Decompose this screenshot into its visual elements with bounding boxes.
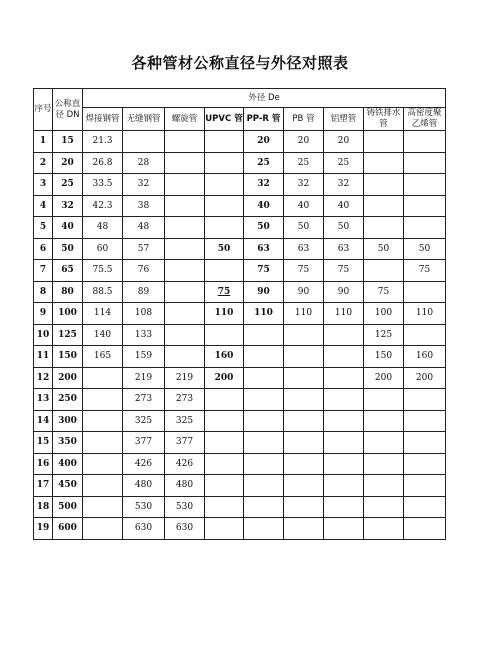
row-number: 11 bbox=[34, 346, 53, 368]
page-title: 各种管材公称直径与外径对照表 bbox=[131, 54, 349, 72]
outer-diameter-cell bbox=[165, 195, 205, 217]
outer-diameter-cell: 150 bbox=[364, 346, 404, 368]
row-number: 19 bbox=[34, 518, 53, 540]
nominal-diameter-cell: 80 bbox=[53, 281, 83, 303]
outer-diameter-cell: 26.8 bbox=[83, 152, 123, 174]
outer-diameter-cell bbox=[83, 475, 123, 497]
table-row bbox=[34, 324, 446, 346]
outer-diameter-cell: 159 bbox=[123, 346, 165, 368]
table-row bbox=[34, 217, 446, 239]
outer-diameter-cell bbox=[404, 281, 446, 303]
outer-diameter-cell: 75 bbox=[324, 260, 364, 282]
outer-diameter-cell: 60 bbox=[83, 238, 123, 260]
outer-diameter-cell bbox=[205, 453, 244, 475]
outer-diameter-cell: 219 bbox=[165, 367, 205, 389]
outer-diameter-cell: 57 bbox=[123, 238, 165, 260]
table-row bbox=[34, 174, 446, 196]
outer-diameter-cell bbox=[284, 475, 324, 497]
outer-diameter-cell: 63 bbox=[244, 238, 284, 260]
nominal-diameter-cell: 100 bbox=[53, 303, 83, 325]
outer-diameter-cell: 20 bbox=[324, 131, 364, 153]
table-row bbox=[34, 453, 446, 475]
outer-diameter-cell: 90 bbox=[244, 281, 284, 303]
outer-diameter-cell: 40 bbox=[324, 195, 364, 217]
outer-diameter-cell: 25 bbox=[244, 152, 284, 174]
nominal-diameter-cell: 15 bbox=[53, 131, 83, 153]
outer-diameter-cell bbox=[205, 195, 244, 217]
outer-diameter-cell bbox=[205, 389, 244, 411]
outer-diameter-cell bbox=[83, 518, 123, 540]
outer-diameter-cell: 125 bbox=[364, 324, 404, 346]
outer-diameter-cell bbox=[165, 260, 205, 282]
outer-diameter-cell bbox=[205, 217, 244, 239]
outer-diameter-cell bbox=[364, 518, 404, 540]
header-outer-diameter: 外径 De bbox=[83, 89, 446, 108]
outer-diameter-cell: 530 bbox=[165, 496, 205, 518]
outer-diameter-cell bbox=[364, 389, 404, 411]
outer-diameter-cell bbox=[244, 453, 284, 475]
pipe-diameter-table bbox=[33, 88, 446, 540]
outer-diameter-cell: 21.3 bbox=[83, 131, 123, 153]
nominal-diameter-cell: 400 bbox=[53, 453, 83, 475]
outer-diameter-cell bbox=[364, 217, 404, 239]
outer-diameter-cell: 110 bbox=[324, 303, 364, 325]
outer-diameter-cell bbox=[284, 518, 324, 540]
outer-diameter-cell: 377 bbox=[123, 432, 165, 454]
row-number: 16 bbox=[34, 453, 53, 475]
outer-diameter-cell: 63 bbox=[284, 238, 324, 260]
outer-diameter-cell: 75 bbox=[205, 281, 244, 303]
header-col-hdpe: 高密度聚乙烯管 bbox=[404, 108, 446, 131]
outer-diameter-cell: 108 bbox=[123, 303, 165, 325]
outer-diameter-cell bbox=[165, 281, 205, 303]
table-row bbox=[34, 496, 446, 518]
outer-diameter-cell bbox=[83, 389, 123, 411]
outer-diameter-cell: 48 bbox=[123, 217, 165, 239]
outer-diameter-cell: 219 bbox=[123, 367, 165, 389]
outer-diameter-cell: 25 bbox=[324, 152, 364, 174]
nominal-diameter-cell: 300 bbox=[53, 410, 83, 432]
outer-diameter-cell bbox=[324, 389, 364, 411]
nominal-diameter-cell: 200 bbox=[53, 367, 83, 389]
outer-diameter-cell bbox=[364, 410, 404, 432]
nominal-diameter-cell: 350 bbox=[53, 432, 83, 454]
outer-diameter-cell: 325 bbox=[123, 410, 165, 432]
outer-diameter-cell bbox=[244, 324, 284, 346]
header-col-welded-steel: 焊接钢管 bbox=[83, 108, 123, 131]
outer-diameter-cell bbox=[205, 131, 244, 153]
row-number: 5 bbox=[34, 217, 53, 239]
outer-diameter-cell bbox=[364, 152, 404, 174]
outer-diameter-cell bbox=[284, 453, 324, 475]
row-number: 8 bbox=[34, 281, 53, 303]
outer-diameter-cell: 50 bbox=[364, 238, 404, 260]
header-col-cast-iron-drain: 铸铁排水管 bbox=[364, 108, 404, 131]
outer-diameter-cell: 89 bbox=[123, 281, 165, 303]
outer-diameter-cell: 165 bbox=[83, 346, 123, 368]
outer-diameter-cell: 200 bbox=[404, 367, 446, 389]
outer-diameter-cell bbox=[364, 260, 404, 282]
table-row bbox=[34, 432, 446, 454]
outer-diameter-cell: 100 bbox=[364, 303, 404, 325]
header-col-spiral: 螺旋管 bbox=[165, 108, 205, 131]
outer-diameter-cell: 32 bbox=[123, 174, 165, 196]
outer-diameter-cell: 325 bbox=[165, 410, 205, 432]
outer-diameter-cell bbox=[364, 475, 404, 497]
outer-diameter-cell: 25 bbox=[284, 152, 324, 174]
row-number: 12 bbox=[34, 367, 53, 389]
outer-diameter-cell bbox=[165, 152, 205, 174]
outer-diameter-cell bbox=[404, 518, 446, 540]
outer-diameter-cell: 160 bbox=[205, 346, 244, 368]
outer-diameter-cell: 75 bbox=[404, 260, 446, 282]
outer-diameter-cell bbox=[284, 432, 324, 454]
outer-diameter-cell bbox=[404, 453, 446, 475]
outer-diameter-cell: 110 bbox=[244, 303, 284, 325]
outer-diameter-cell: 50 bbox=[284, 217, 324, 239]
outer-diameter-cell: 32 bbox=[324, 174, 364, 196]
outer-diameter-cell: 50 bbox=[404, 238, 446, 260]
nominal-diameter-cell: 32 bbox=[53, 195, 83, 217]
row-number: 17 bbox=[34, 475, 53, 497]
outer-diameter-cell: 530 bbox=[123, 496, 165, 518]
row-number: 14 bbox=[34, 410, 53, 432]
outer-diameter-cell bbox=[364, 131, 404, 153]
outer-diameter-cell bbox=[244, 496, 284, 518]
nominal-diameter-cell: 65 bbox=[53, 260, 83, 282]
outer-diameter-cell bbox=[364, 195, 404, 217]
table-row bbox=[34, 152, 446, 174]
outer-diameter-cell: 42.3 bbox=[83, 195, 123, 217]
outer-diameter-cell bbox=[324, 518, 364, 540]
outer-diameter-cell: 75 bbox=[244, 260, 284, 282]
outer-diameter-cell bbox=[284, 367, 324, 389]
row-number: 18 bbox=[34, 496, 53, 518]
outer-diameter-cell: 110 bbox=[404, 303, 446, 325]
outer-diameter-cell: 50 bbox=[205, 238, 244, 260]
outer-diameter-cell bbox=[244, 410, 284, 432]
outer-diameter-cell bbox=[324, 475, 364, 497]
row-number: 3 bbox=[34, 174, 53, 196]
outer-diameter-cell: 28 bbox=[123, 152, 165, 174]
outer-diameter-cell bbox=[284, 346, 324, 368]
outer-diameter-cell: 50 bbox=[324, 217, 364, 239]
outer-diameter-cell bbox=[284, 410, 324, 432]
outer-diameter-cell bbox=[364, 453, 404, 475]
table-row bbox=[34, 131, 446, 153]
table-row bbox=[34, 367, 446, 389]
nominal-diameter-cell: 20 bbox=[53, 152, 83, 174]
outer-diameter-cell: 90 bbox=[284, 281, 324, 303]
outer-diameter-cell bbox=[284, 496, 324, 518]
outer-diameter-cell bbox=[244, 432, 284, 454]
row-number: 2 bbox=[34, 152, 53, 174]
table-body bbox=[34, 131, 446, 540]
table-row bbox=[34, 303, 446, 325]
outer-diameter-cell bbox=[284, 389, 324, 411]
table-row bbox=[34, 260, 446, 282]
outer-diameter-cell bbox=[244, 389, 284, 411]
row-number: 7 bbox=[34, 260, 53, 282]
outer-diameter-cell bbox=[324, 324, 364, 346]
outer-diameter-cell bbox=[83, 453, 123, 475]
outer-diameter-cell bbox=[404, 475, 446, 497]
nominal-diameter-cell: 500 bbox=[53, 496, 83, 518]
outer-diameter-cell bbox=[364, 496, 404, 518]
outer-diameter-cell bbox=[244, 475, 284, 497]
outer-diameter-cell: 480 bbox=[165, 475, 205, 497]
outer-diameter-cell: 273 bbox=[165, 389, 205, 411]
outer-diameter-cell bbox=[83, 432, 123, 454]
row-number: 6 bbox=[34, 238, 53, 260]
outer-diameter-cell: 50 bbox=[244, 217, 284, 239]
outer-diameter-cell bbox=[324, 453, 364, 475]
outer-diameter-cell: 133 bbox=[123, 324, 165, 346]
outer-diameter-cell: 76 bbox=[123, 260, 165, 282]
outer-diameter-cell: 426 bbox=[123, 453, 165, 475]
outer-diameter-cell bbox=[244, 367, 284, 389]
outer-diameter-cell: 480 bbox=[123, 475, 165, 497]
outer-diameter-cell bbox=[324, 432, 364, 454]
header-row-columns bbox=[34, 108, 446, 131]
outer-diameter-cell bbox=[364, 432, 404, 454]
table-row bbox=[34, 518, 446, 540]
outer-diameter-cell bbox=[165, 131, 205, 153]
row-number: 10 bbox=[34, 324, 53, 346]
outer-diameter-cell: 114 bbox=[83, 303, 123, 325]
outer-diameter-cell bbox=[404, 195, 446, 217]
outer-diameter-cell: 200 bbox=[205, 367, 244, 389]
outer-diameter-cell bbox=[404, 217, 446, 239]
outer-diameter-cell: 110 bbox=[284, 303, 324, 325]
nominal-diameter-cell: 450 bbox=[53, 475, 83, 497]
header-col-upvc: UPVC 管 bbox=[205, 108, 244, 131]
table-row bbox=[34, 346, 446, 368]
outer-diameter-cell bbox=[324, 346, 364, 368]
outer-diameter-cell bbox=[205, 518, 244, 540]
header-col-seamless-steel: 无缝钢管 bbox=[123, 108, 165, 131]
outer-diameter-cell: 75.5 bbox=[83, 260, 123, 282]
nominal-diameter-cell: 125 bbox=[53, 324, 83, 346]
outer-diameter-cell bbox=[83, 496, 123, 518]
outer-diameter-cell bbox=[205, 324, 244, 346]
nominal-diameter-cell: 150 bbox=[53, 346, 83, 368]
outer-diameter-cell bbox=[364, 174, 404, 196]
outer-diameter-cell: 160 bbox=[404, 346, 446, 368]
row-number: 13 bbox=[34, 389, 53, 411]
header-col-pb: PB 管 bbox=[284, 108, 324, 131]
outer-diameter-cell bbox=[83, 410, 123, 432]
outer-diameter-cell: 63 bbox=[324, 238, 364, 260]
header-col-aluminum-plastic: 铝塑管 bbox=[324, 108, 364, 131]
outer-diameter-cell: 90 bbox=[324, 281, 364, 303]
outer-diameter-cell bbox=[244, 518, 284, 540]
table-row bbox=[34, 410, 446, 432]
outer-diameter-cell bbox=[165, 174, 205, 196]
nominal-diameter-cell: 40 bbox=[53, 217, 83, 239]
row-number: 4 bbox=[34, 195, 53, 217]
table-row bbox=[34, 238, 446, 260]
outer-diameter-cell bbox=[404, 389, 446, 411]
outer-diameter-cell bbox=[205, 496, 244, 518]
outer-diameter-cell: 33.5 bbox=[83, 174, 123, 196]
outer-diameter-cell bbox=[244, 346, 284, 368]
outer-diameter-cell bbox=[324, 496, 364, 518]
outer-diameter-cell bbox=[205, 475, 244, 497]
table-row bbox=[34, 389, 446, 411]
row-number: 1 bbox=[34, 131, 53, 153]
outer-diameter-cell bbox=[324, 367, 364, 389]
outer-diameter-cell: 88.5 bbox=[83, 281, 123, 303]
outer-diameter-cell bbox=[404, 432, 446, 454]
nominal-diameter-cell: 250 bbox=[53, 389, 83, 411]
outer-diameter-cell: 48 bbox=[83, 217, 123, 239]
outer-diameter-cell: 40 bbox=[284, 195, 324, 217]
outer-diameter-cell: 32 bbox=[284, 174, 324, 196]
outer-diameter-cell bbox=[205, 152, 244, 174]
outer-diameter-cell bbox=[404, 496, 446, 518]
nominal-diameter-cell: 600 bbox=[53, 518, 83, 540]
nominal-diameter-cell: 25 bbox=[53, 174, 83, 196]
outer-diameter-cell: 200 bbox=[364, 367, 404, 389]
header-seq: 序号 bbox=[34, 89, 53, 131]
table-row bbox=[34, 281, 446, 303]
outer-diameter-cell: 377 bbox=[165, 432, 205, 454]
outer-diameter-cell bbox=[404, 174, 446, 196]
outer-diameter-cell: 38 bbox=[123, 195, 165, 217]
nominal-diameter-cell: 50 bbox=[53, 238, 83, 260]
outer-diameter-cell bbox=[284, 324, 324, 346]
outer-diameter-cell bbox=[165, 238, 205, 260]
outer-diameter-cell bbox=[205, 432, 244, 454]
outer-diameter-cell: 630 bbox=[165, 518, 205, 540]
outer-diameter-cell: 140 bbox=[83, 324, 123, 346]
row-number: 15 bbox=[34, 432, 53, 454]
outer-diameter-cell: 20 bbox=[284, 131, 324, 153]
outer-diameter-cell bbox=[404, 131, 446, 153]
outer-diameter-cell bbox=[205, 410, 244, 432]
outer-diameter-cell bbox=[123, 131, 165, 153]
header-dn: 公称直径 DN bbox=[53, 89, 83, 131]
header-col-ppr: PP-R 管 bbox=[244, 108, 284, 131]
outer-diameter-cell bbox=[404, 324, 446, 346]
outer-diameter-cell: 40 bbox=[244, 195, 284, 217]
outer-diameter-cell bbox=[205, 174, 244, 196]
outer-diameter-cell: 426 bbox=[165, 453, 205, 475]
outer-diameter-cell bbox=[205, 260, 244, 282]
outer-diameter-cell bbox=[404, 152, 446, 174]
table-row bbox=[34, 195, 446, 217]
header-row-top bbox=[34, 89, 446, 108]
outer-diameter-cell bbox=[165, 303, 205, 325]
outer-diameter-cell: 20 bbox=[244, 131, 284, 153]
table-row bbox=[34, 475, 446, 497]
outer-diameter-cell: 110 bbox=[205, 303, 244, 325]
outer-diameter-cell bbox=[404, 410, 446, 432]
outer-diameter-cell bbox=[165, 324, 205, 346]
outer-diameter-cell: 32 bbox=[244, 174, 284, 196]
outer-diameter-cell bbox=[324, 410, 364, 432]
outer-diameter-cell bbox=[83, 367, 123, 389]
outer-diameter-cell: 75 bbox=[284, 260, 324, 282]
outer-diameter-cell bbox=[165, 217, 205, 239]
outer-diameter-cell: 75 bbox=[364, 281, 404, 303]
outer-diameter-cell: 630 bbox=[123, 518, 165, 540]
outer-diameter-cell bbox=[165, 346, 205, 368]
row-number: 9 bbox=[34, 303, 53, 325]
outer-diameter-cell: 273 bbox=[123, 389, 165, 411]
